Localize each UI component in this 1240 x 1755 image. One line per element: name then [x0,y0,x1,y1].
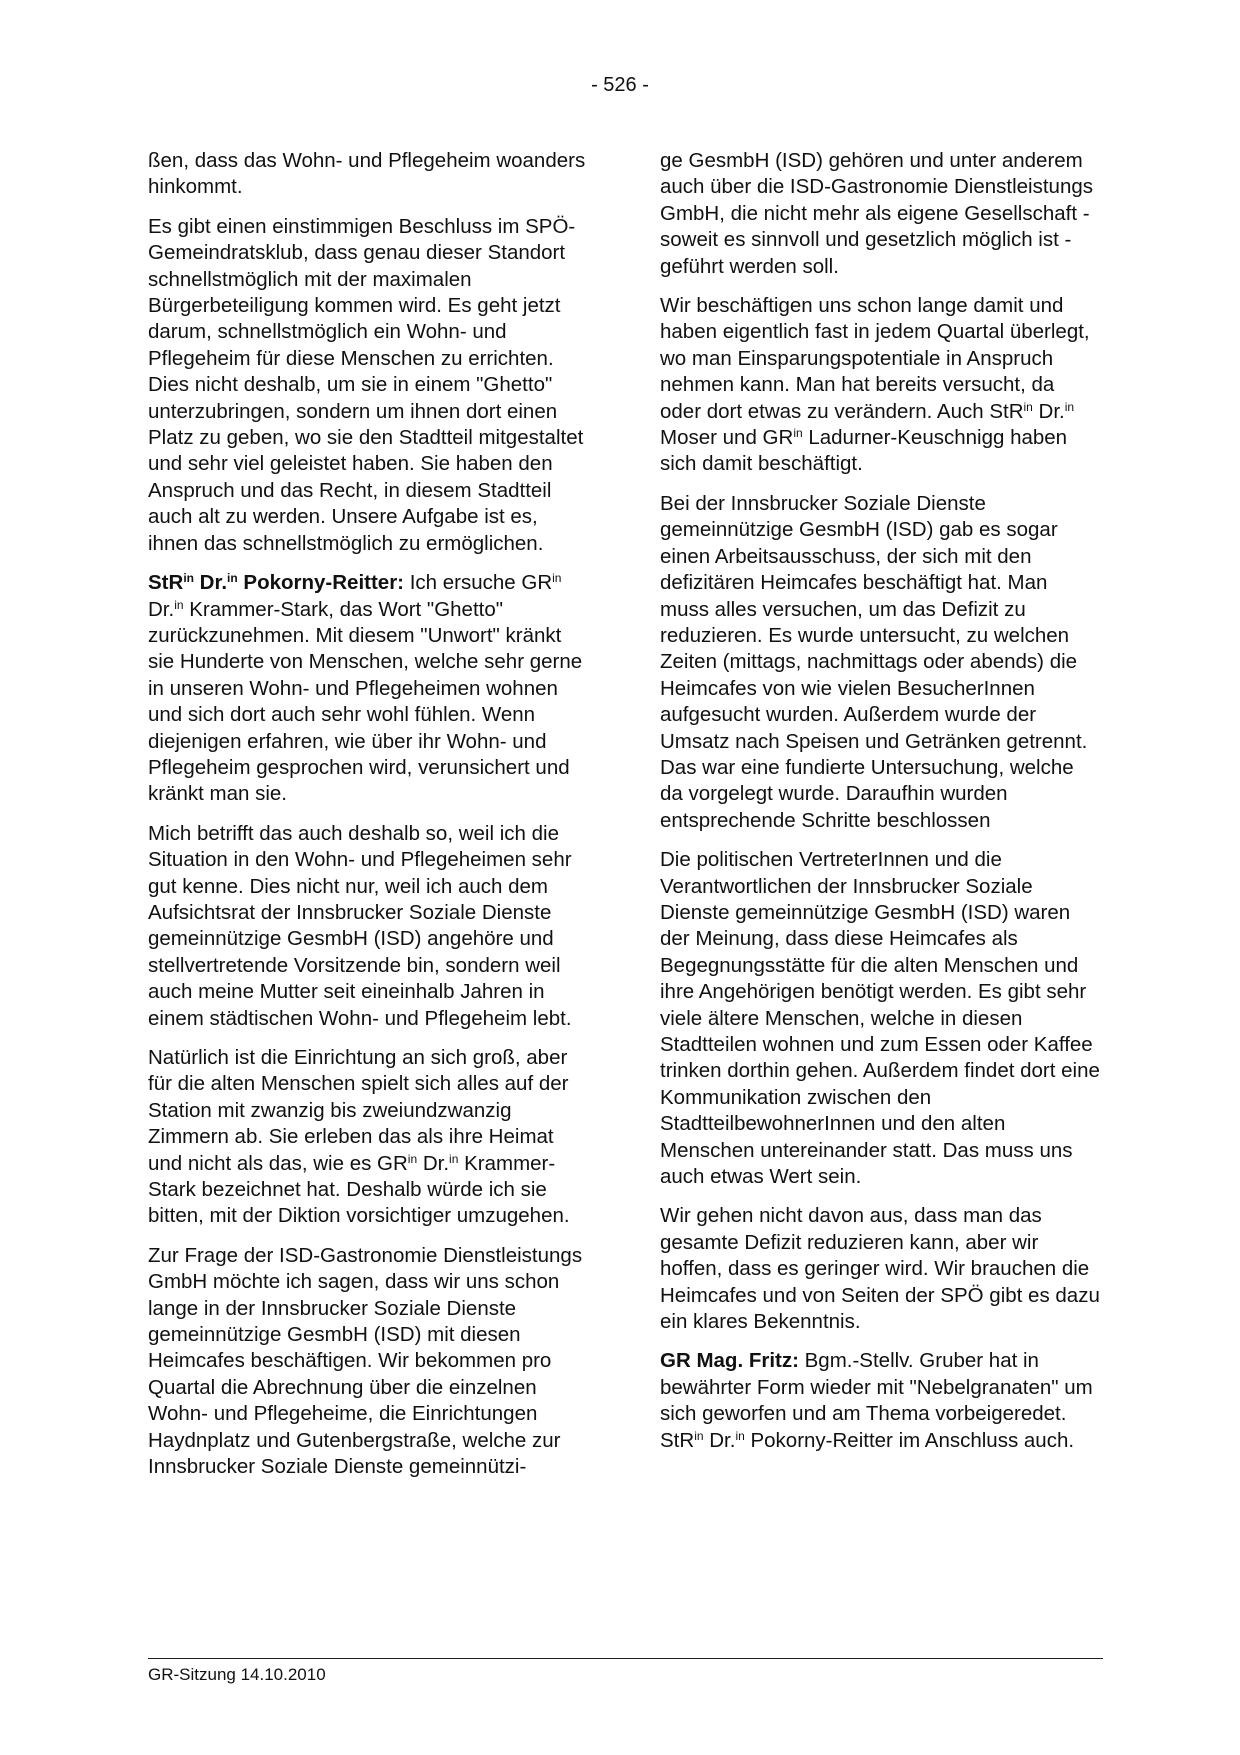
paragraph: ge GesmbH (ISD) gehören und unter anderem auch über die ISD-Gastronomie Dienstleistungs GmbH, die nicht mehr als eigene Gesellschaft - soweit es sinnvoll und gesetzlich möglich ist - geführt werden soll. [660,149,1093,278]
left-column [148,148,588,1494]
paragraph: Die politischen VertreterInnen und die Verantwortlichen der Innsbrucker Soziale Dienste gemeinnützige GesmbH (ISD) waren der Meinung, dass diese Heimcafes als Begegnungsstätte für die alten Menschen und ihre Angehörigen benötigt werden. Es gibt sehr viele ältere Menschen, welche in diesen Stadtteilen wohnen und zum Essen oder Kaffee trinken dorthin gehen. Außerdem findet dort eine Kommunikation zwischen den StadtteilbewohnerInnen und den alten Menschen untereinander statt. Das muss uns auch etwas Wert sein. [660,848,1100,1189]
speaker-name [148,571,404,594]
paragraph: Mich betrifft das auch deshalb so, weil ich die Situation in den Wohn- und Pflegeheimen sehr gut kenne. Dies nicht nur, weil ich auch dem Aufsichtsrat der Innsbrucker Soziale Dienste gemeinnützige GesmbH (ISD) angehöre und stellvertretende Vorsitzende bin, sondern weil auch meine Mutter seit eineinhalb Jahren in einem städtischen Wohn- und Pflegeheim lebt. [148,821,572,1030]
text: Pokorny-Reitter: [237,571,405,595]
text: Natürlich ist die Einrichtung an sich groß, aber für die alten Menschen spielt sich alles auf der Station mit zwanzig bis zweiundzwanzig Zimmern ab. Sie erleben das als ihre Heimat und nicht als das, wie es GR [148,1046,569,1175]
paragraph [660,293,1100,478]
text: Dr. [1032,399,1065,423]
superscript: in [694,1428,704,1443]
text: Bgm.-Stellv. Gruber hat in bewährter Form wieder mit "Nebelgranaten" um sich geworfen und am Thema vorbeigeredet. StR [660,1349,1093,1452]
superscript: in [174,597,184,612]
superscript: in [793,426,803,441]
text: Ladurner-Keuschnigg haben sich damit beschäftigt. [660,426,1068,476]
text: Dr. [417,1151,450,1175]
paragraph [148,1045,588,1230]
paragraph: Wir gehen nicht davon aus, dass man das gesamte Defizit reduzieren kann, aber wir hoffen, dass es geringer wird. Wir brauchen die Heimcafes und von Seiten der SPÖ gibt es dazu ein klares Bekenntnis. [660,1204,1100,1334]
text: Ich ersuche GR [404,571,553,595]
superscript: in [183,571,194,586]
superscript: in [1064,399,1075,414]
paragraph: Zur Frage der ISD-Gastronomie Dienstleistungs GmbH möchte ich sagen, dass wir uns schon lange in der Innsbrucker Soziale Dienste gemeinnützige GesmbH (ISD) mit diesen Heimcafes beschäftigen. Wir bekommen pro Quartal die Abrechnung über die einzelnen Wohn- und Pflegeheime, die Einrichtungen Haydnplatz und Gutenbergstraße, welche zur Innsbrucker Soziale Dienste gemeinnützi- [148,1243,583,1479]
right-column [660,148,1100,1467]
text: Pokorny-Reitter im Anschluss auch. [744,1428,1075,1452]
text: Dr. [148,597,175,621]
text: Krammer-Stark, das Wort "Ghetto" zurückzunehmen. Mit diesem "Unwort" kränkt sie Hunderte von Menschen, welche sehr gerne in unseren Wohn- und Pflegeheimen wohnen und sich dort auch sehr wohl fühlen. Wenn diejenigen erfahren, wie über ihr Wohn- und Pflegeheim gesprochen wird, verunsichert und kränkt man sie. [148,597,583,806]
text: Moser und GR [660,426,794,450]
footer-divider [148,1658,1103,1659]
paragraph: Es gibt einen einstimmigen Beschluss im SPÖ-Gemeindratsklub, dass genau dieser Standort schnellstmöglich mit der maximalen Bürgerbeteiligung kommen wird. Es geht jetzt darum, schnellstmöglich ein Wohn- und Pflegeheim für diese Menschen zu errichten. Dies nicht deshalb, um sie in einem "Ghetto" unterzubringen, sondern um ihnen dort einen Platz zu geben, wo sie den Stadtteil mitgestaltet und sehr viel geleistet haben. Sie haben den Anspruch und das Recht, in diesem Stadtteil auch alt zu werden. Unsere Aufgabe ist es, ihnen das schnellstmöglich zu ermöglichen. [148,214,584,555]
text: Krammer-Stark bezeichnet hat. Deshalb würde ich sie bitten, mit der Diktion vorsichtiger umzugehen. [148,1151,570,1228]
speaker-name: GR Mag. Fritz: [660,1349,799,1373]
footer-session-label: GR-Sitzung 14.10.2010 [148,1665,326,1684]
paragraph: ßen, dass das Wohn- und Pflegeheim woanders hinkommt. [148,149,586,199]
paragraph: Bei der Innsbrucker Soziale Dienste gemeinnützige GesmbH (ISD) gab es sogar einen Arbeitsausschuss, der sich mit den defizitären Heimcafes beschäftigt hat. Man muss alles versuchen, um das Defizit zu reduzieren. Es wurde untersucht, zu welchen Zeiten (mittags, nachmittags oder abends) die Heimcafes von wie vielen BesucherInnen aufgesucht wurden. Außerdem wurde der Umsatz nach Speisen und Getränken getrennt. Das war eine fundierte Untersuchung, welche da vorgelegt wurde. Daraufhin wurden entsprechende Schritte beschlossen [660,491,1088,832]
page-number: - 526 - [591,74,649,96]
text: StR [148,571,184,595]
superscript: in [407,1151,418,1166]
text: Dr. [703,1428,736,1452]
superscript: in [735,1428,745,1443]
speaker-paragraph [660,1348,1100,1454]
superscript: in [1023,399,1033,414]
superscript: in [227,571,238,586]
superscript: in [552,571,562,586]
text: Wir beschäftigen uns schon lange damit und haben eigentlich fast in jedem Quartal überlegt, wo man Einsparungspotentiale in Anspruch nehmen kann. Man hat bereits versucht, da oder dort etwas zu verändern. Auch StR [660,294,1090,423]
superscript: in [449,1151,459,1166]
speaker-paragraph [148,570,588,808]
text: Dr. [193,571,228,595]
